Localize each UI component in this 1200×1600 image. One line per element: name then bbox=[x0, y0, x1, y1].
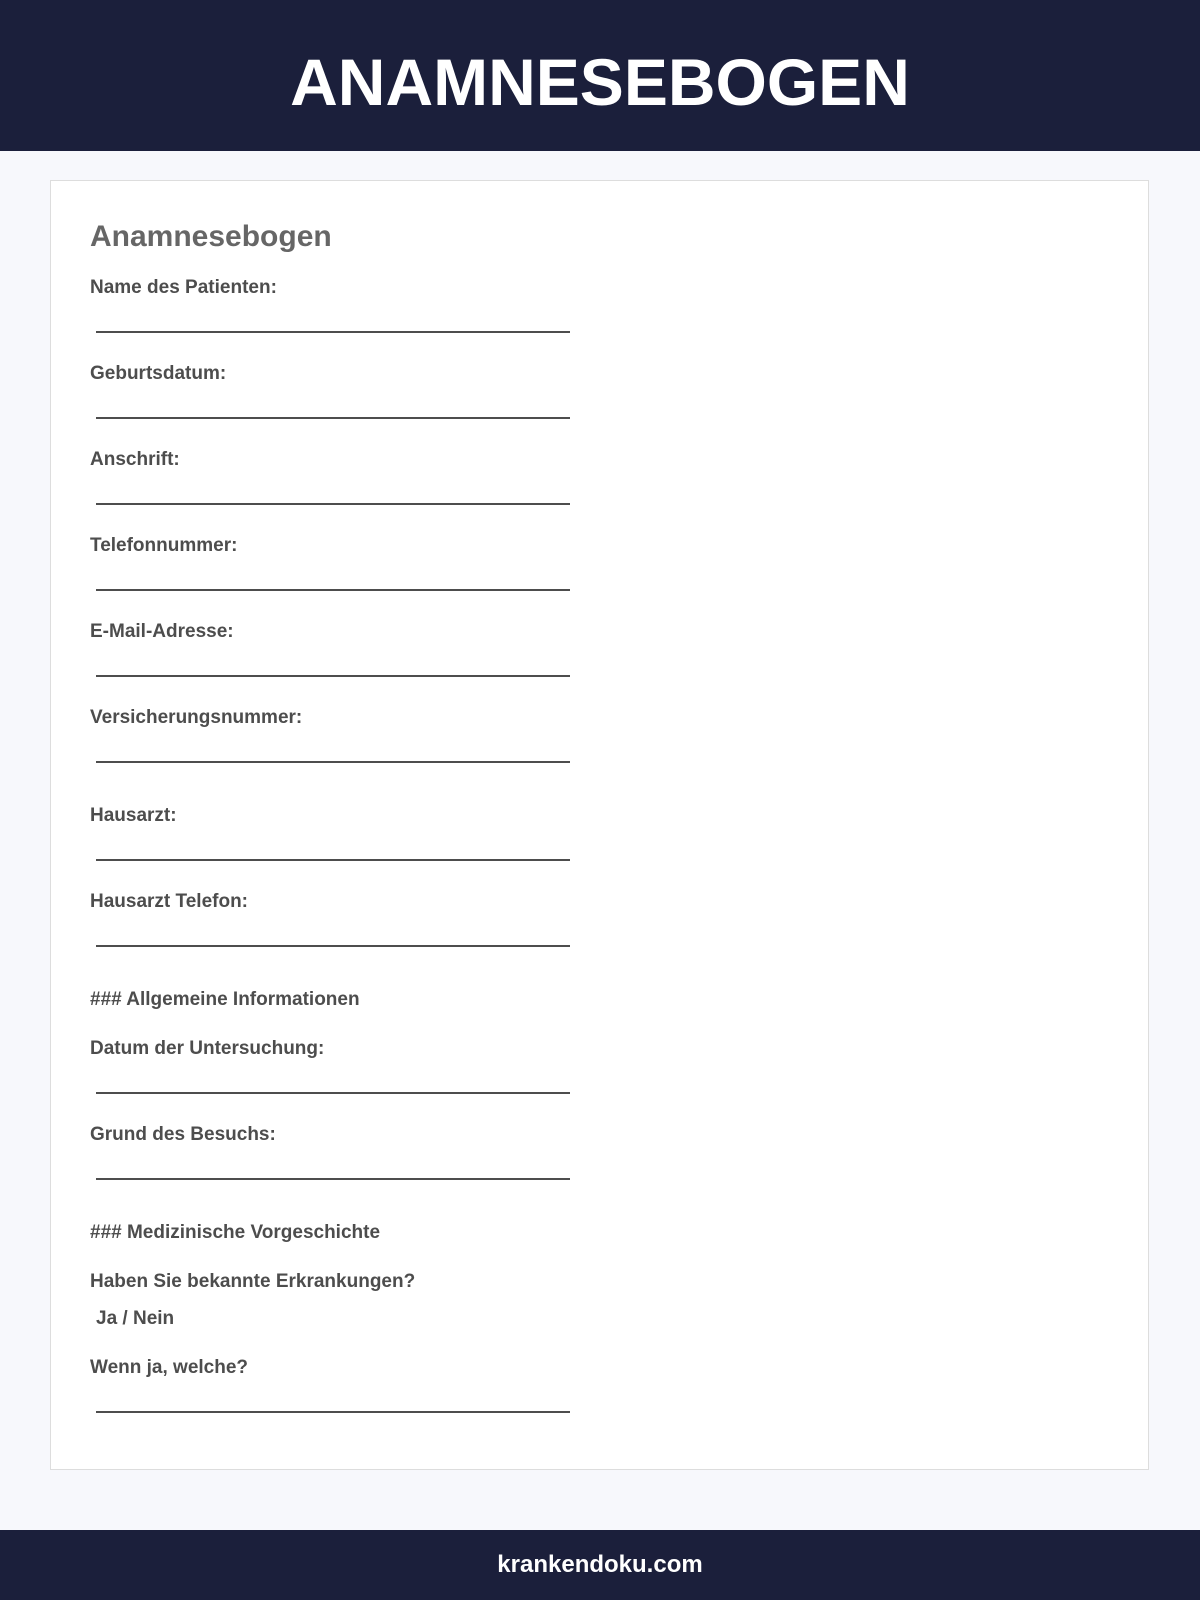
which-conditions-input[interactable] bbox=[96, 1411, 570, 1413]
birthdate-input[interactable] bbox=[96, 417, 570, 419]
section-heading-medical-history: ### Medizinische Vorgeschichte bbox=[90, 1222, 381, 1243]
footer-site-name: krankendoku.com bbox=[497, 1551, 703, 1578]
label-address: Anschrift: bbox=[90, 449, 180, 470]
label-exam-date: Datum der Untersuchung: bbox=[90, 1038, 325, 1059]
label-family-doctor-phone: Hausarzt Telefon: bbox=[90, 891, 249, 912]
label-insurance-number: Versicherungsnummer: bbox=[90, 707, 303, 728]
patient-name-input[interactable] bbox=[96, 331, 570, 333]
section-heading-general: ### Allgemeine Informationen bbox=[90, 989, 360, 1010]
form-card bbox=[50, 180, 1149, 1470]
email-input[interactable] bbox=[96, 675, 570, 677]
label-email: E-Mail-Adresse: bbox=[90, 621, 234, 642]
header-title: ANAMNESEBOGEN bbox=[290, 44, 910, 119]
label-birthdate: Geburtsdatum: bbox=[90, 363, 227, 384]
label-family-doctor: Hausarzt: bbox=[90, 805, 177, 826]
page-footer bbox=[0, 1530, 1200, 1600]
yes-no-options[interactable]: Ja / Nein bbox=[96, 1308, 175, 1329]
label-visit-reason: Grund des Besuchs: bbox=[90, 1124, 276, 1145]
address-input[interactable] bbox=[96, 503, 570, 505]
label-phone: Telefonnummer: bbox=[90, 535, 238, 556]
page-header bbox=[0, 0, 1200, 151]
document-title: Anamnesebogen bbox=[90, 220, 332, 253]
insurance-number-input[interactable] bbox=[96, 761, 570, 763]
phone-input[interactable] bbox=[96, 589, 570, 591]
family-doctor-phone-input[interactable] bbox=[96, 945, 570, 947]
visit-reason-input[interactable] bbox=[96, 1178, 570, 1180]
label-patient-name: Name des Patienten: bbox=[90, 277, 277, 298]
exam-date-input[interactable] bbox=[96, 1092, 570, 1094]
label-which-conditions: Wenn ja, welche? bbox=[90, 1357, 249, 1378]
family-doctor-input[interactable] bbox=[96, 859, 570, 861]
question-known-conditions: Haben Sie bekannte Erkrankungen? bbox=[90, 1271, 416, 1292]
